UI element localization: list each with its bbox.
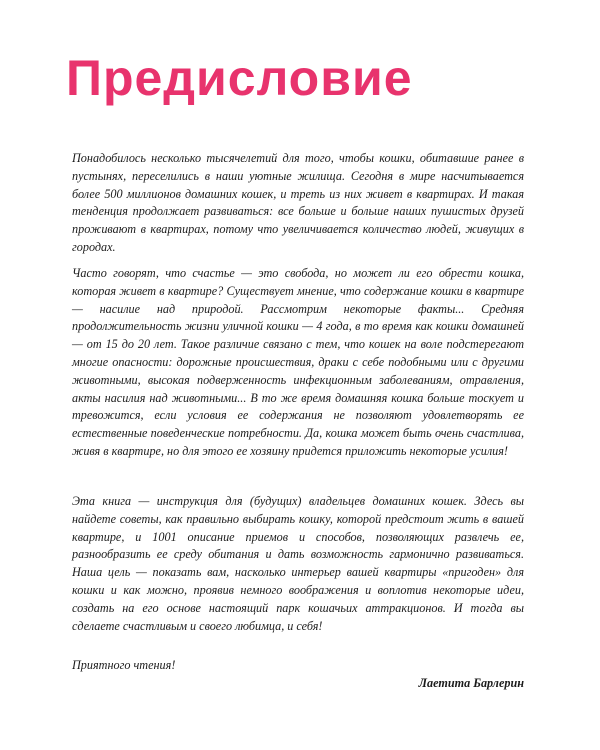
author-signature: Лаетита Барлерин xyxy=(418,676,524,690)
paragraph-3: Эта книга — инструкция для (будущих) владельцев домашних кошек. Здесь вы найдете советы, как правильно выбирать кошку, которой предстоит жить в вашей квартире, и 1001 описание приемов и способов, позволяющих развлечь ее, разнообразить ее среду обитания и дать возможность гармонично развиваться. Наша цель — показать вам, насколько интерьер вашей квартиры «пригоден» для кошки и как можно, проявив немного воображения и воплотив некоторые идеи, создать на его основе настоящий парк кошачьих аттракционов. И тогда вы сделаете счастливым и своего любимца, и себя! xyxy=(72,494,524,633)
paragraph-2: Часто говорят, что счастье — это свобода, но может ли его обрести кошка, которая живет в квартире? Существует мнение, что содержание кошки в квартире — насилие над природой. Рассмотрим некоторые факты... Средняя продолжительность жизни уличной кошки — 4 года, в то время как кошки домашней — от 15 до 20 лет. Такое различие связано с тем, что кошек на воле подстерегают многие опасности: дорожные происшествия, драки с себе подобными или с другими животными, высокая подверженность инфекционным заболеваниям, отравления, акты насилия над животными... В то же время домашняя кошка больше тоскует и тревожится, если условия ее содержания не позволяют удовлетворять ее естественные поведенческие потребности. Да, кошка может быть очень счастлива, живя в квартире, но для этого ее хозяину придется приложить некоторые усилия! xyxy=(72,266,524,458)
closing-line: Приятного чтения! xyxy=(72,658,176,672)
paragraph-1: Понадобилось несколько тысячелетий для того, чтобы кошки, обитавшие ранее в пустынях, переселились в наши уютные жилища. Сегодня в мире насчитывается более 500 миллионов домашних кошек, и треть из них живет в квартирах. И такая тенденция продолжает развиваться: все больше и больше наших пушистых друзей проживают в квартирах, потому что увеличивается количество людей, живущих в городах. xyxy=(72,151,524,254)
page-title: Предисловие xyxy=(66,50,413,106)
